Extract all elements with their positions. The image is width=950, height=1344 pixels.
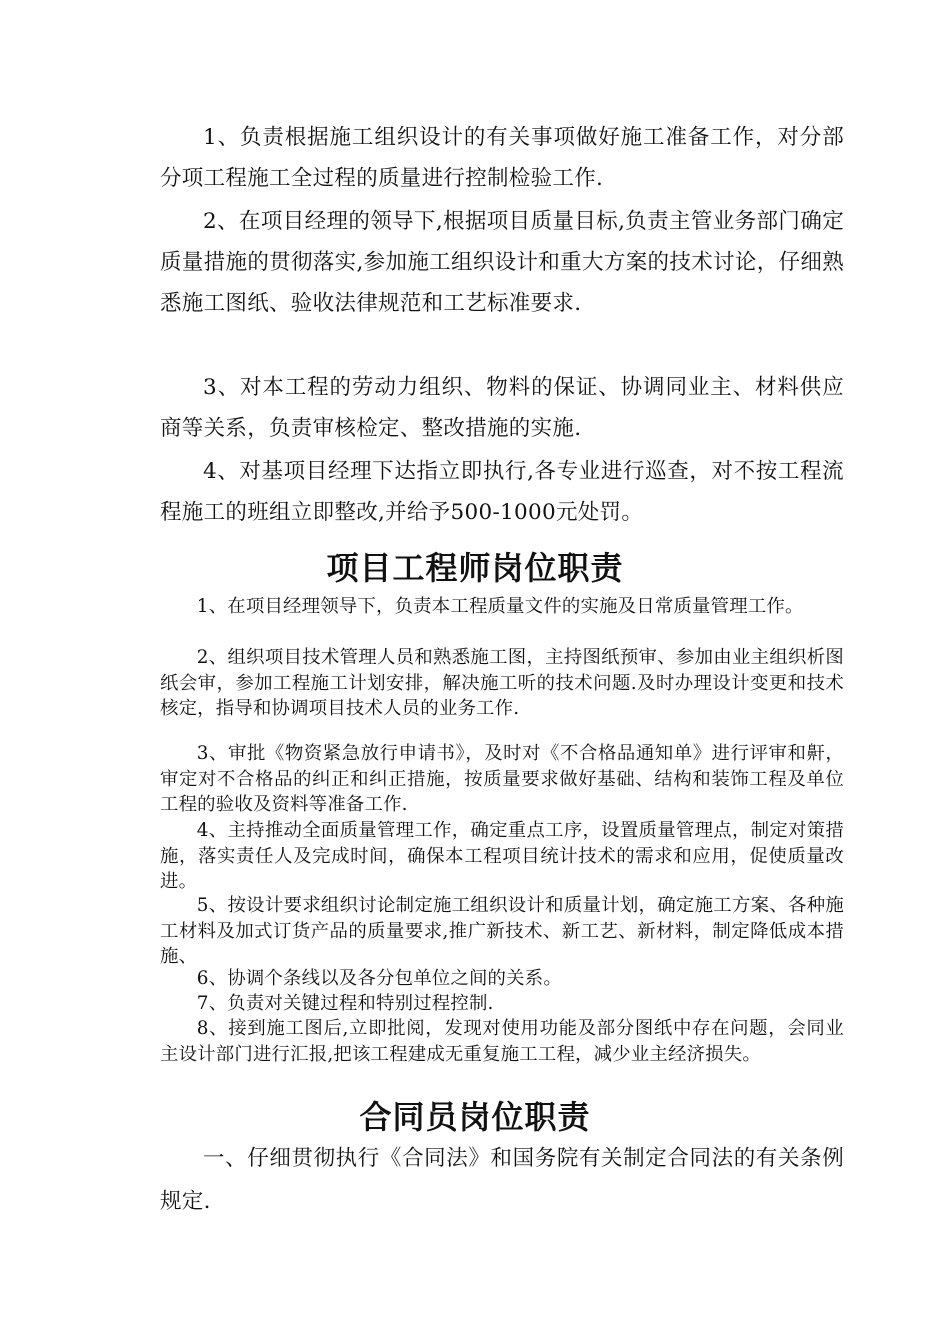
engineer-duty-8: 8、接到施工图后,立即批阅，发现对使用功能及部分图纸中存在问题，会同业主设计部门进行汇报,把该工程建成无重复施工工程，减少业主经济损失。 bbox=[160, 1018, 844, 1065]
paragraph-duty-3: 3、对本工程的劳动力组织、物料的保证、协调同业主、材料供应商等关系，负责审核检定、整改措施的实施. bbox=[160, 375, 844, 441]
paragraph-duty-2: 2、在项目经理的领导下,根据项目质量目标,负责主管业务部门确定质量措施的贯彻落实,参加施工组织设计和重大方案的技术讨论，仔细熟悉施工图纸、验收法律规范和工艺标准要求. bbox=[160, 209, 844, 316]
engineer-duty-3: 3、审批《物资紧急放行申请书》，及时对《不合格品通知单》进行评审和鼾，审定对不合格品的纠正和纠正措施，按质量要求做好基础、结构和装饰工程及单位工程的验收及资料等准备工作. bbox=[160, 743, 844, 815]
engineer-duty-6: 6、协调个条线以及各分包单位之间的关系。 bbox=[196, 968, 562, 989]
engineer-duty-1: 1、在项目经理领导下，负责本工程质量文件的实施及日常质量管理工作。 bbox=[196, 596, 804, 617]
section-title-contract-clerk: 合同员岗位职责 bbox=[359, 1098, 591, 1136]
engineer-duty-7: 7、负责对关键过程和特别过程控制. bbox=[196, 993, 494, 1014]
engineer-duty-4: 4、主持推动全面质量管理工作，确定重点工序，设置质量管理点，制定对策措施，落实责任人及完成时间，确保本工程项目统计技术的需求和应用，促使质量改进。 bbox=[160, 820, 844, 892]
engineer-duty-5: 5、按设计要求组织讨论制定施工组织设计和质量计划，确定施工方案、各种施工材料及加式订货产品的质量要求,推广新技术、新工艺、新材料，制定降低成本措施、 bbox=[160, 895, 844, 967]
engineer-duty-2: 2、组织项目技术管理人员和熟悉施工图，主持图纸预审、参加由业主组织析图纸会审，参加工程施工计划安排，解决施工听的技术问题.及时办理设计变更和技术核定，指导和协调项目技术人员的业务工作. bbox=[160, 647, 844, 719]
contract-duty-1: 一、仔细贯彻执行《合同法》和国务院有关制定合同法的有关条例规定. bbox=[160, 1146, 844, 1214]
paragraph-duty-1: 1、负责根据施工组织设计的有关事项做好施工准备工作，对分部分项工程施工全过程的质量进行控制检验工作. bbox=[160, 125, 844, 191]
section-title-project-engineer: 项目工程师岗位职责 bbox=[326, 549, 624, 587]
paragraph-duty-4: 4、对基项目经理下达指立即执行,各专业进行巡查，对不按工程流程施工的班组立即整改,并给予500-1000元处罚。 bbox=[160, 459, 844, 525]
